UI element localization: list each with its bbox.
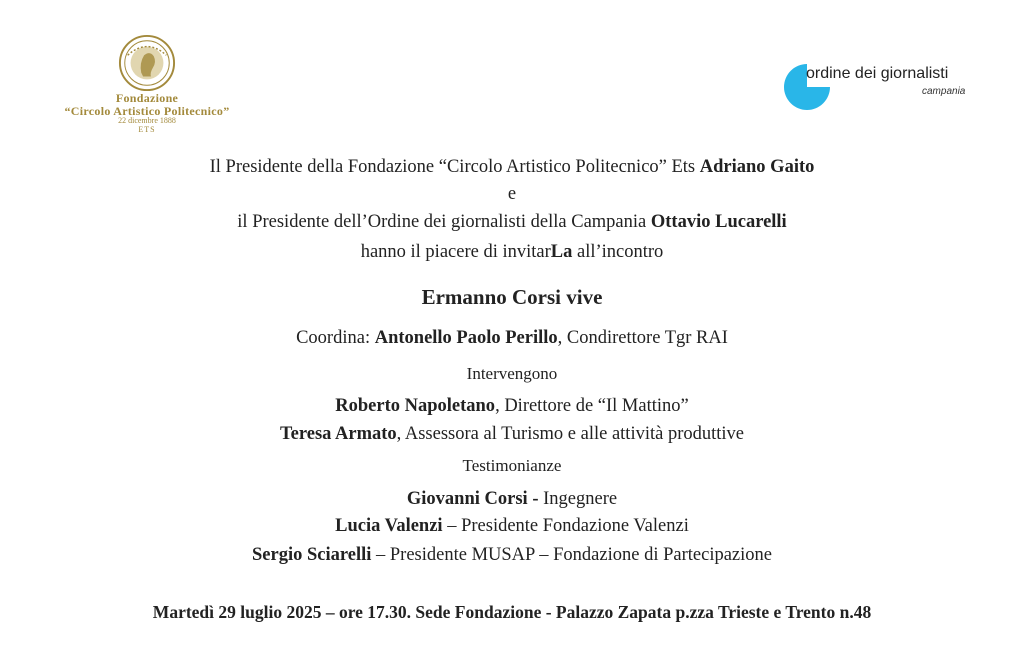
intro-line-1: Il Presidente della Fondazione “Circolo Artistico Politecnico” Ets Adriano Gaito [209, 157, 815, 177]
ordine-giornalisti-logo [784, 64, 984, 114]
testimonial-item: Lucia Valenzi – Presidente Fondazione Valenzi [335, 516, 689, 536]
intro-line-2: e [507, 184, 517, 204]
logo-right-name: ordine dei giornalisti [806, 65, 949, 82]
intro-line-3: il Presidente dell’Ordine dei giornalisti della Campania Ottavio Lucarelli [237, 212, 787, 232]
speakers-heading: Intervengono [466, 364, 558, 383]
logo-suffix: ETS [138, 124, 156, 134]
speaker-item: Teresa Armato, Assessora al Turismo e alle attività produttive [280, 424, 744, 444]
testimonial-item: Giovanni Corsi - Ingegnere [406, 489, 618, 509]
event-date-venue: Martedì 29 luglio 2025 – ore 17.30. Sede Fondazione - Palazzo Zapata p.zza Trieste e Trento n.48 [152, 602, 872, 622]
fondazione-logo [52, 34, 242, 134]
intro-line-4: hanno il piacere di invitarLa all’incontro [360, 242, 664, 262]
logo-org-line1: Fondazione [115, 91, 179, 105]
president-2-name: Ottavio Lucarelli [650, 212, 787, 232]
event-title: Ermanno Corsi vive [421, 285, 603, 309]
coordinator-name: Antonello Paolo Perillo [374, 328, 558, 348]
logo-date: 22 dicembre 1888 [118, 116, 176, 126]
logo-right-region: campania [922, 86, 966, 97]
president-1-name: Adriano Gaito [699, 157, 815, 177]
speaker-item: Roberto Napoletano, Direttore de “Il Mattino” [335, 396, 689, 416]
testimonials-heading: Testimonianze [462, 456, 562, 475]
logo-org-line2: “Circolo Artistico Politecnico” [64, 103, 230, 118]
coordinator-line: Coordina: Antonello Paolo Perillo, Condirettore Tgr RAI [296, 328, 728, 348]
seal-emblem-icon [118, 34, 176, 92]
testimonial-item: Sergio Sciarelli – Presidente MUSAP – Fondazione di Partecipazione [252, 545, 772, 565]
